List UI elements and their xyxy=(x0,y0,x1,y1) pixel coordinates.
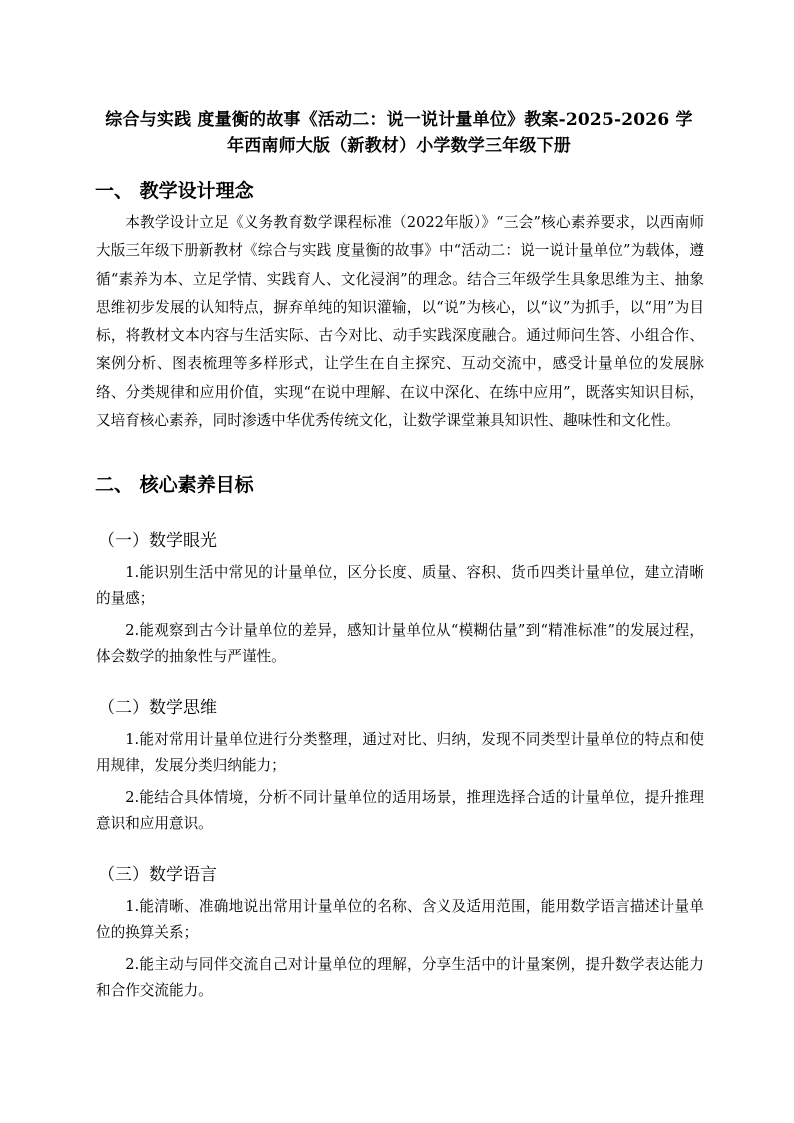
math-vision-item-2: 2.能观察到古今计量单位的差异，感知计量单位从“模糊估量”到“精准标准”的发展过程，体会数学的抽象性与严谨性。 xyxy=(96,622,704,665)
section-heading-core-goals: 二、 核心素养目标 xyxy=(95,474,254,496)
subsection-heading-math-language: （三）数学语言 xyxy=(98,865,217,885)
math-vision-item-1: 1.能识别生活中常见的计量单位，区分长度、质量、容积、货币四类计量单位，建立清晰的量感； xyxy=(96,564,704,607)
math-language-item-2: 2.能主动与同伴交流自己对计量单位的理解，分享生活中的计量案例，提升数学表达能力和合作交流能力。 xyxy=(96,956,704,999)
subsection-heading-math-thinking: （二）数学思维 xyxy=(98,698,217,718)
design-concept-paragraph: 本教学设计立足《义务教育数学课程标准（2022年版）》“三会”核心素养要求，以西南师大版三年级下册新教材《综合与实践 度量衡的故事》中“活动二：说一说计量单位”为载体，遵循“素养为本、立足学情、实践育人、文化浸润”的理念。结合三年级学生具象思维为主、抽象思维初步发展的认知特点，摒弃单纯的知识灌输，以“说”为核心，以“议”为抓手，以“用”为目标，将教材文本内容与生活实际、古今对比、动手实践深度融合。通过师问生答、小组合作、案例分析、图表梳理等多样形式，让学生在自主探究、互动交流中，感受计量单位的发展脉络、分类规律和应用价值，实现“在说中理解、在议中深化、在练中应用”，既落实知识目标，又培育核心素养，同时渗透中华优秀传统文化，让数学课堂兼具知识性、趣味性和文化性。 xyxy=(96,214,704,430)
math-thinking-item-2: 2.能结合具体情境，分析不同计量单位的适用场景，推理选择合适的计量单位，提升推理意识和应用意识。 xyxy=(96,789,704,832)
subsection-heading-math-vision: （一）数学眼光 xyxy=(98,531,217,551)
math-thinking-item-1: 1.能对常用计量单位进行分类整理，通过对比、归纳，发现不同类型计量单位的特点和使用规律，发展分类归纳能力； xyxy=(96,731,704,774)
document-title-line-2: 年西南师大版（新教材）小学数学三年级下册 xyxy=(227,136,571,156)
section-heading-design-concept: 一、 教学设计理念 xyxy=(95,180,254,202)
document-title-line-1: 综合与实践 度量衡的故事《活动二：说一说计量单位》教案-2025-2026 学 xyxy=(105,110,693,130)
math-language-item-1: 1.能清晰、准确地说出常用计量单位的名称、含义及适用范围，能用数学语言描述计量单位的换算关系； xyxy=(96,898,704,941)
